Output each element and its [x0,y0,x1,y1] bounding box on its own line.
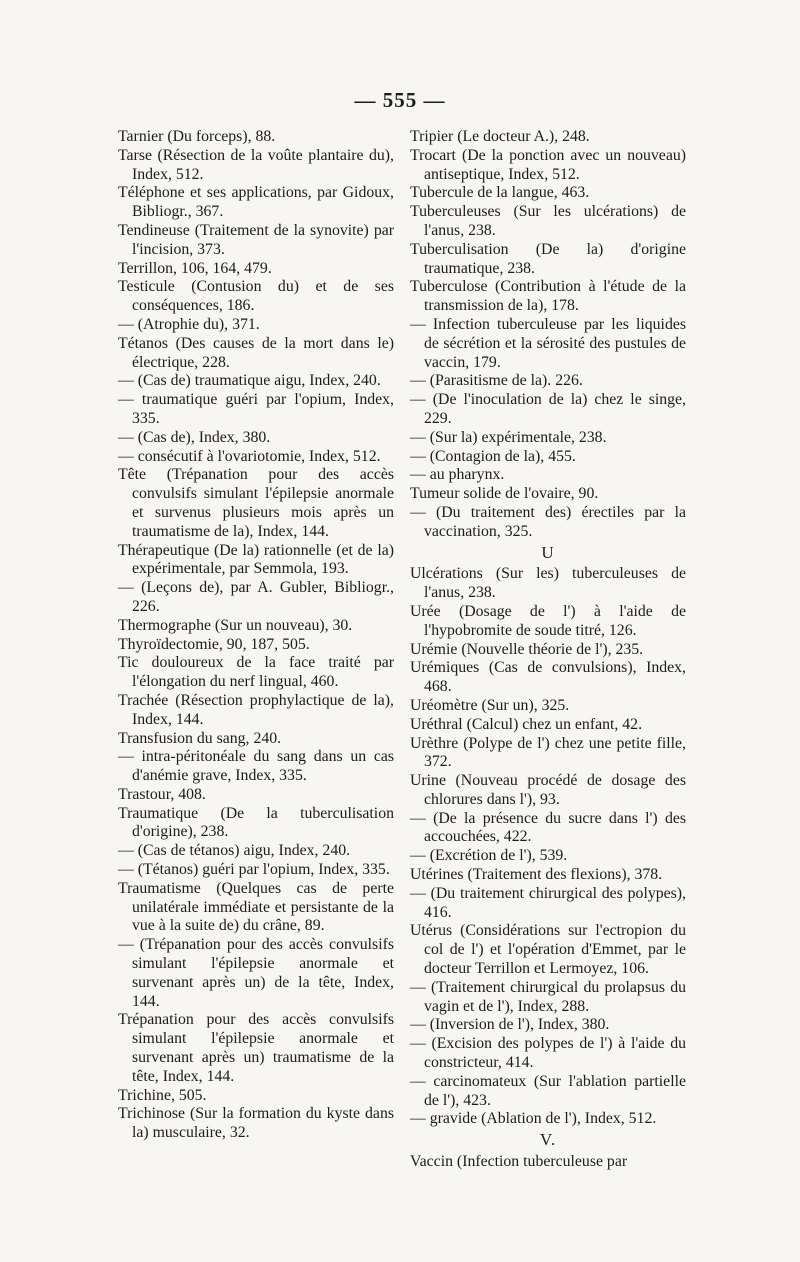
index-entry: Tuberculeuses (Sur les ulcérations) de l'anus, 238. [410,203,686,239]
index-entry: — (Inversion de l'), Index, 380. [410,1016,610,1034]
index-entry: Testicule (Contusion du) et de ses conséquences, 186. [118,278,394,315]
index-entry: Tête (Trépanation pour des accès convulsifs simulant l'épilepsie anormale et survenus plusieurs mois après un traumatisme de la), Index, 144. [118,466,394,540]
index-entry: Trachée (Résection prophylactique de la), Index, 144. [118,691,394,728]
index-entry: — intra-péritonéale du sang dans un cas d'anémie grave, Index, 335. [118,748,394,785]
index-entry: Tendineuse (Traitement de la synovite) par l'incision, 373. [118,221,394,258]
index-entry: Thérapeutique (De la) rationnelle (et de la) expérimentale, par Semmola, 193. [118,541,394,578]
section-letter-v: V. [539,1130,557,1150]
index-entry: Trépanation pour des accès convulsifs simulant l'épilepsie anormale et survenant après un) traumatisme de la tête, Index, 144. [118,1011,394,1085]
index-entry: Tarse (Résection de la voûte plantaire du), Index, 512. [118,146,394,183]
index-entry: — au pharynx. [410,466,505,484]
index-entry: — (Du traitement chirurgical des polypes), 416. [410,884,686,921]
index-entry: Tumeur solide de l'ovaire, 90. [410,485,599,503]
index-entry: — (Cas de), Index, 380. [118,428,271,446]
index-entry: — (Parasitisme de la). 226. [410,372,583,390]
index-entry: Uréomètre (Sur un), 325. [410,696,570,714]
index-entry: Traumatisme (Quelques cas de perte unilatérale immédiate et persistante de la vue à la suite de) du crâne, 89. [118,879,394,935]
section-v-entries [410,1153,686,1172]
index-entry: Thermographe (Sur un nouveau), 30. [118,616,353,634]
index-entry: Vaccin (Infection tuberculeuse par [410,1153,628,1171]
index-entry: Tic douloureux de la face traité par l'élongation du nerf lingual, 460. [118,654,394,691]
index-entry: — (Traitement chirurgical du prolapsus du vagin et de l'), Index, 288. [410,978,686,1015]
right-column [410,128,686,1172]
index-entry: — (Contagion de la), 455. [410,447,576,465]
index-entry: — gravide (Ablation de l'), Index, 512. [410,1110,657,1128]
index-entry: — (De la présence du sucre dans l') des accouchées, 422. [410,809,686,846]
index-entry: Tuberculisation (De la) d'origine traumatique, 238. [410,240,686,277]
index-entry: Tétanos (Des causes de la mort dans le) électrique, 228. [118,334,394,371]
index-entry: Téléphone et ses applications, par Gidoux, Bibliogr., 367. [118,184,394,221]
index-entry: Terrillon, 106, 164, 479. [118,259,272,277]
index-entry: Traumatique (De la tuberculisation d'origine), 238. [118,804,394,841]
index-entry: Trastour, 408. [118,785,206,803]
index-entry: — (De l'inoculation de la) chez le singe, 229. [410,391,686,427]
index-entry: Urine (Nouveau procédé de dosage des chlorures dans l'), 93. [410,772,686,808]
index-entry: — (Sur la) expérimentale, 238. [410,428,607,446]
index-entry: Tuberculose (Contribution à l'étude de la transmission de la), 178. [410,278,686,315]
index-entry: Urèthre (Polype de l') chez une petite fille, 372. [410,734,686,771]
index-entry: — carcinomateux (Sur l'ablation partielle de l'), 423. [410,1072,686,1109]
index-entry: — (Leçons de), par A. Gubler, Bibliogr., 226. [118,579,394,615]
section-letter-u: U [541,542,555,562]
page-number: — 555 — [354,88,446,112]
index-entry: Ulcérations (Sur les) tuberculeuses de l'anus, 238. [410,565,686,602]
index-entry: Trocart (De la ponction avec un nouveau) antiseptique, Index, 512. [410,146,686,183]
index-entry: Tripier (Le docteur A.), 248. [410,128,590,145]
index-entry: Utérines (Traitement des flexions), 378. [410,866,663,884]
index-entry: — (Tétanos) guéri par l'opium, Index, 335. [118,861,390,879]
section-t-entries [410,128,686,542]
index-entry: Thyroïdectomie, 90, 187, 505. [118,635,310,653]
index-entry: — consécutif à l'ovariotomie, Index, 512. [118,447,381,465]
index-entry: — (Cas de tétanos) aigu, Index, 240. [118,842,351,860]
index-entry: Utérus (Considérations sur l'ectropion du col de l') et l'opération d'Emmet, par le docteur Terrillon et Lermoyez, 106. [410,922,686,978]
index-entry: Urémie (Nouvelle théorie de l'), 235. [410,640,644,658]
index-entry: Trichinose (Sur la formation du kyste dans la) musculaire, 32. [118,1105,394,1142]
index-entry: — (Excision des polypes de l') à l'aide du constricteur, 414. [410,1035,686,1072]
index-entry: Urémiques (Cas de convulsions), Index, 468. [410,659,686,696]
index-entry: Urée (Dosage de l') à l'aide de l'hypobromite de soude titré, 126. [410,602,686,639]
index-entry: Trichine, 505. [118,1086,207,1104]
index-entry: — traumatique guéri par l'opium, Index, 335. [118,391,394,427]
index-entry: — (Du traitement des) érectiles par la vaccination, 325. [410,503,686,540]
index-entry: — (Cas de) traumatique aigu, Index, 240. [118,372,381,390]
index-entry: — (Trépanation pour des accès convulsifs simulant l'épilepsie anormale et survenant après un) de la tête, Index, 144. [118,936,394,1010]
index-entry: Tubercule de la langue, 463. [410,184,590,202]
section-u-entries [410,565,686,1129]
index-entry: — (Excrétion de l'), 539. [410,847,568,865]
index-entry: Transfusion du sang, 240. [118,729,282,747]
index-entry: — (Atrophie du), 371. [118,315,260,333]
index-entry: — Infection tuberculeuse par les liquides de sécrétion et la sérosité des pustules de vaccin, 179. [410,315,686,371]
index-entry: Uréthral (Calcul) chez un enfant, 42. [410,715,643,733]
index-entry: Tarnier (Du forceps), 88. [118,128,276,145]
left-column [118,128,394,1143]
